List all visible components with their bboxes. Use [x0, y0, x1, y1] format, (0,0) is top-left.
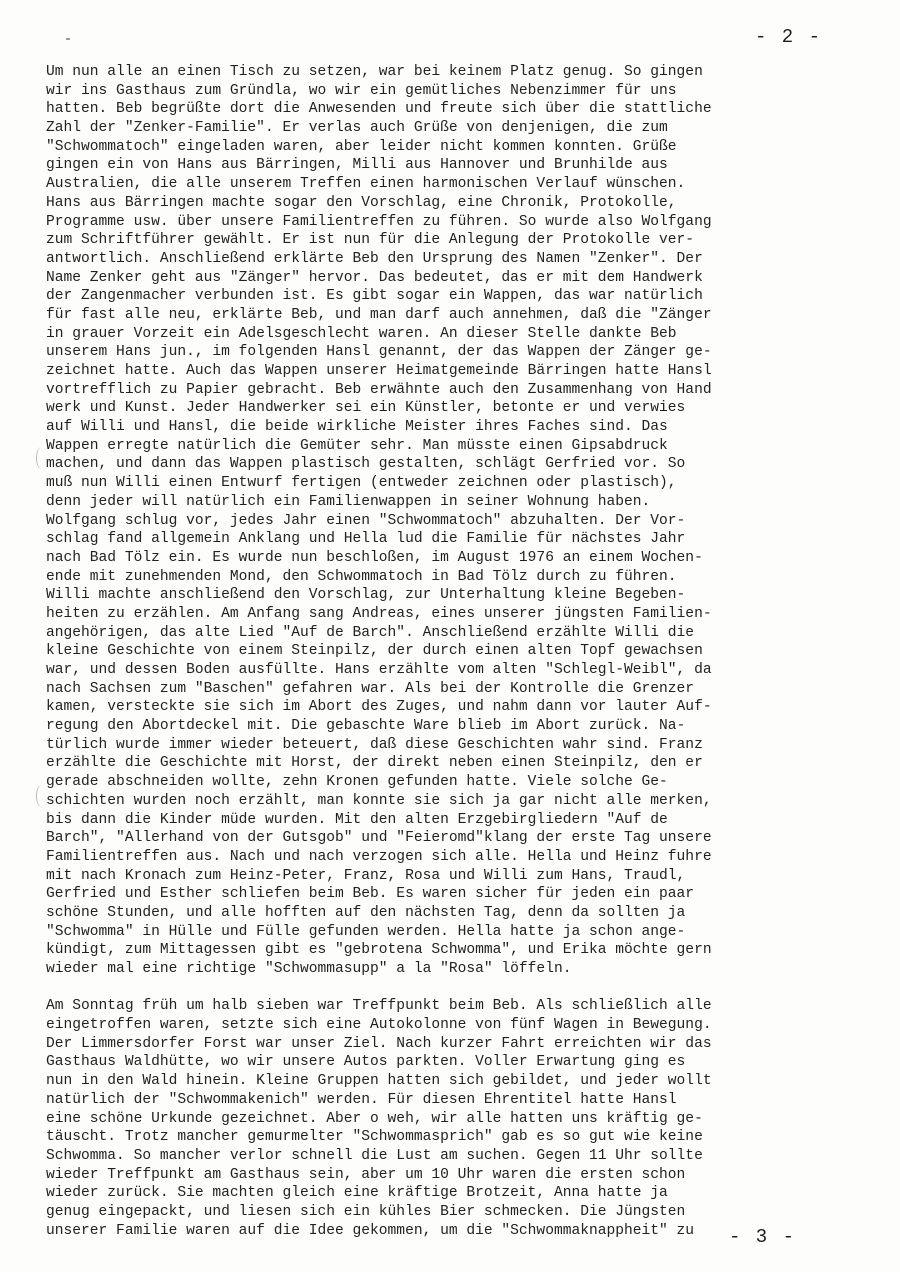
text-line: denn jeder will natürlich ein Familienwappen in seiner Wohnung haben. [46, 493, 651, 510]
text-line: regung den Abortdeckel mit. Die gebaschte Ware blieb im Abort zurück. Na- [46, 718, 686, 735]
text-line: schichten wurden noch erzählt, man konnte sie sich ja gar nicht alle merken, [46, 792, 712, 809]
text-line: gerade abschneiden wollte, zehn Kronen gefunden hatte. Viele solche Ge- [46, 774, 668, 791]
text-line: Programme usw. über unsere Familientreffen zu führen. So wurde also Wolfgang [46, 213, 712, 230]
text-line: unserer Familie waren auf die Idee gekommen, um die "Schwommaknappheit" zu [46, 1222, 695, 1239]
text-line: gingen ein von Hans aus Bärringen, Milli aus Hannover und Brunhilde aus [46, 157, 668, 174]
text-line: genug eingepackt, und liesen sich ein kühles Bier schmecken. Die Jüngsten [46, 1203, 686, 1220]
text-line: vortrefflich zu Papier gebracht. Beb erwähnte auch den Zusammenhang von Hand [46, 381, 712, 398]
text-line: türlich wurde immer wieder beteuert, daß diese Geschichten wahr sind. Franz [46, 736, 703, 753]
text-line: heiten zu erzählen. Am Anfang sang Andreas, eines unserer jüngsten Familien- [46, 605, 712, 622]
text-line: natürlich der "Schwommakenich" werden. Für diesen Ehrentitel hatte Hansl [46, 1091, 677, 1108]
paragraph-2 [46, 997, 880, 1240]
text-line: "Schwomma" in Hülle und Fülle gefunden werden. Hella hatte ja schon ange- [46, 923, 686, 940]
text-line: für fast alle neu, erklärte Beb, und man darf auch annehmen, daß die "Zänger [46, 306, 712, 323]
text-line: Gerfried und Esther schliefen beim Beb. Es waren sicher für jeden ein paar [46, 886, 695, 903]
text-line: werk und Kunst. Jeder Handwerker sei ein Künstler, betonte er und verwies [46, 400, 686, 417]
text-line: wieder zurück. Sie machten gleich eine kräftige Brotzeit, Anna hatte ja [46, 1185, 668, 1202]
text-line: zeichnet hatte. Auch das Wappen unserer Heimatgemeinde Bärringen hatte Hansl [46, 363, 712, 379]
text-line: kamen, versteckte sie sich im Abort des Zuges, und nahm dann vor lauter Auf- [46, 699, 712, 716]
text-line: Name Zenker geht aus "Zänger" hervor. Das bedeutet, das er mit dem Handwerk [46, 269, 703, 286]
text-line: Willi machte anschließend den Vorschlag, zur Unterhaltung kleine Begeben- [46, 587, 686, 604]
text-line: Gasthaus Waldhütte, wo wir unsere Autos parkten. Voller Erwartung ging es [46, 1054, 686, 1071]
text-line: kleine Geschichte von einem Steinpilz, der durch einen alten Topf gewachsen [46, 643, 703, 660]
text-line: eine schöne Urkunde gezeichnet. Aber o weh, wir alle hatten uns kräftig ge- [46, 1110, 703, 1127]
text-line: Barch", "Allerhand von der Gutsgob" und "Feieromd"klang der erste Tag unsere [46, 830, 712, 847]
text-line: in grauer Vorzeit ein Adelsgeschlecht waren. An dieser Stelle dankte Beb [46, 325, 677, 342]
text-line: antwortlich. Anschließend erklärte Beb den Ursprung des Namen "Zenker". Der [46, 250, 703, 267]
text-line: Der Limmersdorfer Forst war unser Ziel. Nach kurzer Fahrt erreichten wir das [46, 1035, 712, 1052]
text-line: nach Sachsen zum "Baschen" gefahren war. Als bei der Kontrolle die Grenzer [46, 680, 695, 697]
text-line: machen, und dann das Wappen plastisch gestalten, schlägt Gerfried vor. So [46, 456, 686, 473]
text-line: Wappen erregte natürlich die Gemüter sehr. Man müsste einen Gipsabdruck [46, 437, 668, 454]
text-line: muß nun Willi einen Entwurf fertigen (entweder zeichnen oder plastisch), [46, 475, 677, 492]
text-line: Am Sonntag früh um halb sieben war Treffpunkt beim Beb. Als schließlich alle [46, 998, 712, 1015]
margin-punch-mark [36, 785, 47, 807]
text-line: wieder mal eine richtige "Schwommasupp" a la "Rosa" löffeln. [46, 961, 572, 977]
text-line: "Schwommatoch" eingeladen waren, aber leider nicht kommen konnten. Grüße [46, 138, 677, 155]
text-line: angehörigen, das alte Lied "Auf de Barch". Anschließend erzählte Willi die [46, 624, 695, 641]
text-line: Zahl der "Zenker-Familie". Er verlas auch Grüße von denjenigen, die zum [46, 120, 668, 137]
margin-punch-mark [36, 447, 47, 469]
text-line: schlag fand allgemein Anklang und Hella lud die Familie für nächstes Jahr [46, 531, 686, 548]
text-line: nun in den Wald hinein. Kleine Gruppen hatten sich gebildet, und jeder wollt [46, 1073, 712, 1090]
text-line: zum Schriftführer gewählt. Er ist nun für die Anlegung der Protokolle ver- [46, 232, 695, 249]
text-line: auf Willi und Hansl, die beide wirkliche Meister ihres Faches sind. Das [46, 419, 668, 436]
text-line: mit nach Kronach zum Heinz-Peter, Franz, Rosa und Willi zum Hans, Traudl, [46, 867, 686, 884]
text-line: eingetroffen waren, setzte sich eine Autokolonne von fünf Wagen in Bewegung. [46, 1017, 712, 1034]
text-line: Australien, die alle unserem Treffen einen harmonischen Verlauf wünschen. [46, 176, 686, 193]
text-line: hatten. Beb begrüßte dort die Anwesenden und freute sich über die stattliche [46, 101, 712, 118]
text-line: kündigt, zum Mittagessen gibt es "gebrotena Schwomma", und Erika möchte gern [46, 942, 712, 959]
scan-speck [66, 38, 70, 40]
text-line: ende mit zunehmenden Mond, den Schwommatoch in Bad Tölz durch zu führen. [46, 568, 677, 585]
text-line: unserem Hans jun., im folgenden Hansl genannt, der das Wappen der Zänger ge- [46, 344, 712, 361]
text-line: wir ins Gasthaus zum Gründla, wo wir ein gemütliches Nebenzimmer für uns [46, 82, 677, 99]
text-line: Schwomma. So mancher verlor schnell die Lust am suchen. Gegen 11 Uhr sollte [46, 1147, 703, 1164]
text-line: täuscht. Trotz mancher gemurmelter "Schwommasprich" gab es so gut wie keine [46, 1129, 703, 1146]
page-number-top: - 2 - [754, 26, 822, 48]
text-line: schöne Stunden, und alle hofften auf den nächsten Tag, denn da sollten ja [46, 904, 686, 921]
text-line: der Zangenmacher verbunden ist. Es gibt sogar ein Wappen, das war natürlich [46, 288, 703, 305]
text-line: nach Bad Tölz ein. Es wurde nun beschloßen, im August 1976 an einem Wochen- [46, 549, 703, 566]
text-line: wieder Treffpunkt am Gasthaus sein, aber um 10 Uhr waren die ersten schon [46, 1166, 686, 1183]
text-line: Wolfgang schlug vor, jedes Jahr einen "Schwommatoch" abzuhalten. Der Vor- [46, 512, 686, 529]
text-line: Familientreffen aus. Nach und nach verzogen sich alle. Hella und Heinz fuhre [46, 848, 712, 865]
text-line: Um nun alle an einen Tisch zu setzen, war bei keinem Platz genug. So gingen [46, 64, 703, 80]
text-line: bis dann die Kinder müde wurden. Mit den alten Erzgebirgliedern "Auf de [46, 811, 668, 828]
text-line: Hans aus Bärringen machte sogar den Vorschlag, eine Chronik, Protokolle, [46, 194, 677, 211]
document-body [46, 63, 880, 1240]
paragraph-gap [46, 979, 880, 998]
page-number-bottom: - 3 - [728, 1226, 796, 1248]
text-line: erzählte die Geschichte mit Horst, der direkt neben einen Steinpilz, den er [46, 755, 703, 772]
paragraph-1 [46, 63, 880, 979]
text-line: war, und dessen Boden ausfüllte. Hans erzählte vom alten "Schlegl-Weibl", da [46, 662, 712, 678]
